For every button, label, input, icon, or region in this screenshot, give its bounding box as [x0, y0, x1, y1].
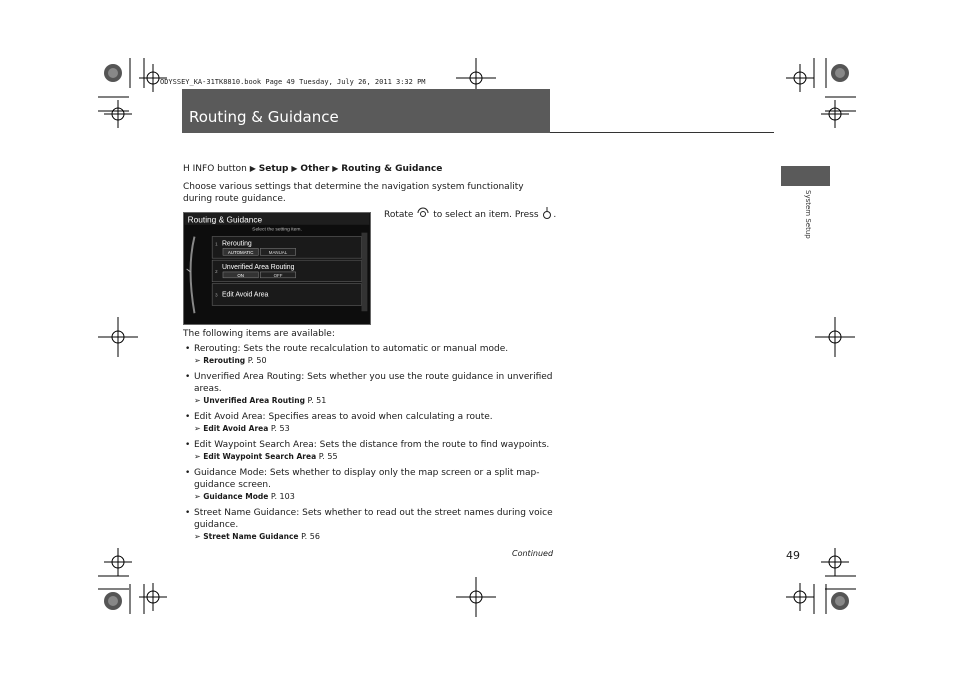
continued-note: Continued: [512, 549, 554, 558]
chevron-right-icon: ▶: [332, 164, 339, 173]
list-item: [183, 439, 553, 463]
item-desc: : Sets the distance from the route to find waypoints.: [313, 440, 550, 450]
item-term: Edit Waypoint Search Area: [194, 440, 314, 450]
item-desc: : Sets whether you use the route guidance in unverified areas.: [194, 372, 553, 394]
page-reference: ➢ Street Name Guidance P. 56: [194, 532, 320, 541]
bullet: •: [185, 372, 191, 382]
screen-option: MANUAL: [268, 249, 288, 255]
screen-item-number: 3: [215, 292, 218, 298]
breadcrumb-current: Routing & Guidance: [341, 164, 443, 174]
breadcrumb-other: Other: [300, 164, 330, 174]
screen-option: ON: [237, 272, 244, 278]
page-reference: ➢ Rerouting P. 50: [194, 356, 267, 365]
section-label: System Setup: [804, 190, 812, 239]
breadcrumb: [183, 164, 442, 174]
list-item: [183, 467, 553, 503]
bullet: •: [185, 468, 191, 478]
press-knob-icon: [541, 207, 553, 219]
rotate-instruction: Rotate to select an item. Press .: [384, 207, 556, 220]
screen-item-number: 2: [215, 268, 218, 274]
arrow-icon: ➢: [194, 532, 201, 541]
page-number: 49: [786, 549, 800, 562]
chevron-right-icon: ▶: [249, 164, 256, 173]
bullet: •: [185, 440, 191, 450]
list-item: [183, 343, 553, 367]
screen-item-label: Unverified Area Routing: [221, 263, 295, 271]
bullet: •: [185, 508, 191, 518]
available-intro: The following items are available:: [183, 329, 335, 339]
item-desc: : Sets whether to read out the street names during voice guidance.: [194, 508, 553, 530]
screen-option: AUTOMATIC: [227, 249, 254, 255]
print-header: ODYSSEY_KA-31TK8810.book Page 49 Tuesday, July 26, 2011 3:32 PM: [160, 78, 426, 86]
intro-paragraph: Choose various settings that determine the navigation system functionality during route guidance.: [183, 182, 524, 204]
arrow-icon: ➢: [194, 452, 201, 461]
arrow-icon: ➢: [194, 492, 201, 501]
list-item: [183, 411, 553, 435]
screen-subtitle: Select the setting item.: [252, 227, 302, 233]
item-term: Rerouting: [194, 344, 238, 354]
bullet: •: [185, 344, 191, 354]
item-desc: : Sets whether to display only the map screen or a split map-guidance screen.: [194, 468, 540, 490]
item-term: Edit Avoid Area: [194, 412, 263, 422]
bullet: •: [185, 412, 191, 422]
item-term: Street Name Guidance: [194, 508, 297, 518]
breadcrumb-info: INFO button: [192, 164, 247, 174]
page-reference: ➢ Guidance Mode P. 103: [194, 492, 295, 501]
section-tab: [781, 166, 830, 186]
page-title: Routing & Guidance: [189, 108, 339, 126]
rotate-knob-icon: [416, 207, 430, 219]
breadcrumb-setup: Setup: [258, 164, 289, 174]
item-desc: : Specifies areas to avoid when calculating a route.: [262, 412, 493, 422]
chevron-right-icon: ▶: [291, 164, 298, 173]
page-reference: ➢ Unverified Area Routing P. 51: [194, 396, 327, 405]
setting-list: [183, 343, 553, 547]
item-term: Guidance Mode: [194, 468, 264, 478]
arrow-icon: ➢: [194, 396, 201, 405]
nav-screen-image: [183, 212, 371, 325]
screen-option: OFF: [273, 272, 283, 278]
item-term: Unverified Area Routing: [194, 372, 302, 382]
screen-item-label: Edit Avoid Area: [221, 291, 269, 299]
screen-item-label: Rerouting: [221, 240, 252, 248]
page-reference: ➢ Edit Avoid Area P. 53: [194, 424, 290, 433]
arrow-icon: ➢: [194, 356, 201, 365]
list-item: [183, 507, 553, 543]
item-desc: : Sets the route recalculation to automatic or manual mode.: [237, 344, 509, 354]
arrow-icon: ➢: [194, 424, 201, 433]
list-item: [183, 371, 553, 407]
info-button-icon: H: [183, 164, 190, 174]
screen-title: Routing & Guidance: [187, 214, 263, 225]
screen-item-number: 1: [215, 241, 218, 247]
page-reference: ➢ Edit Waypoint Search Area P. 55: [194, 452, 338, 461]
title-rule: [550, 132, 774, 133]
